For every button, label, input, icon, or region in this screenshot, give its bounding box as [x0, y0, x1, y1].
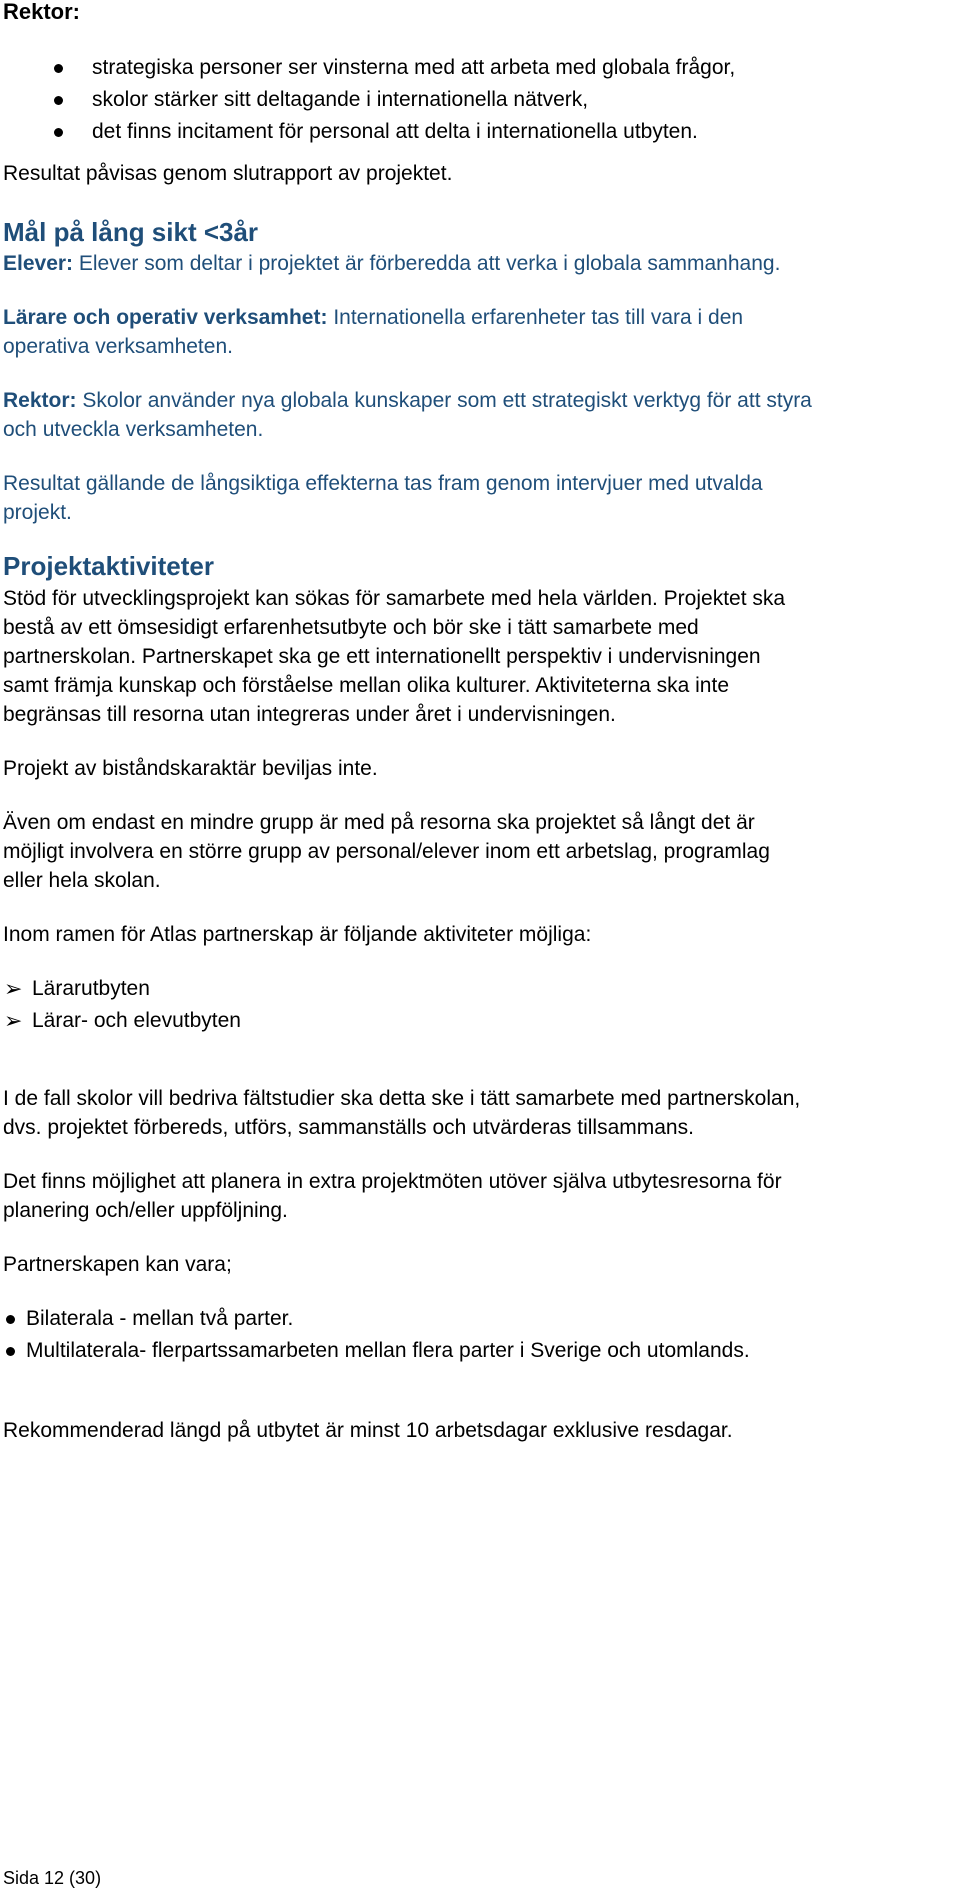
activities-paragraph-3: eller hela skolan.: [3, 869, 161, 892]
activities-paragraph-2: Projekt av biståndskaraktär beviljas inte.: [3, 757, 378, 780]
activity-options-list: [4, 973, 241, 1037]
activities-paragraph-1: bestå av ett ömsesidigt erfarenhetsutbyte och bör ske i tätt samarbete med: [3, 616, 699, 639]
arrow-bullet-icon: ➢: [4, 1008, 23, 1033]
activities-paragraph-1: Stöd för utvecklingsprojekt kan sökas för samarbete med hela världen. Projektet ska: [3, 587, 786, 610]
result-long-paragraph: Resultat gällande de långsiktiga effekterna tas fram genom intervjuer med utvalda: [3, 472, 763, 495]
elever-paragraph: Elever: Elever som deltar i projektet är förberedda att verka i globala sammanhang.: [3, 252, 781, 275]
rektor-heading: Rektor:: [3, 0, 81, 24]
activities-heading: Projektaktiviteter: [3, 551, 214, 581]
activities-paragraph-3: Även om endast en mindre grupp är med på resorna ska projektet så långt det är: [3, 811, 755, 834]
bullet-icon: [54, 128, 63, 137]
activities-paragraph-8: Rekommenderad längd på utbytet är minst 10 arbetsdagar exklusive resdagar.: [3, 1419, 733, 1442]
list-item: Multilaterala- flerpartssamarbeten mellan flera parter i Sverige och utomlands.: [4, 1335, 750, 1367]
list-item: det finns incitament för personal att delta i internationella utbyten.: [0, 116, 735, 148]
elever-label: Elever:: [3, 252, 74, 275]
page-number: Sida 12 (30): [3, 1868, 102, 1888]
rektor-long-paragraph: Rektor: Skolor använder nya globala kunskaper som ett strategiskt verktyg för att styra: [3, 389, 812, 412]
list-item: ➢ Lärarutbyten: [4, 973, 241, 1005]
list-item: strategiska personer ser vinsterna med att arbeta med globala frågor,: [0, 52, 735, 84]
rektor-long-paragraph-line: och utveckla verksamheten.: [3, 418, 264, 441]
long-term-heading: Mål på lång sikt <3år: [3, 217, 259, 247]
rektor-goal-list: [0, 52, 735, 148]
result-short-paragraph: Resultat påvisas genom slutrapport av projektet.: [3, 162, 453, 185]
activities-paragraph-5: dvs. projektet förbereds, utförs, sammanställs och utvärderas tillsammans.: [3, 1116, 694, 1139]
partnership-types-list: [4, 1303, 750, 1367]
arrow-bullet-icon: ➢: [4, 976, 23, 1001]
activities-paragraph-1: samt främja kunskap och förståelse mellan olika kulturer. Aktiviteterna ska inte: [3, 674, 729, 697]
activities-paragraph-1: partnerskolan. Partnerskapet ska ge ett internationellt perspektiv i undervisningen: [3, 645, 761, 668]
activities-paragraph-5: I de fall skolor vill bedriva fältstudier ska detta ske i tätt samarbete med partnerskolan,: [3, 1087, 801, 1110]
activities-paragraph-6: Det finns möjlighet att planera in extra projektmöten utöver själva utbytesresorna för: [3, 1170, 782, 1193]
bullet-icon: [6, 1315, 15, 1324]
rektor-long-label: Rektor:: [3, 389, 77, 412]
activities-paragraph-3: möjligt involvera en större grupp av personal/elever inom ett arbetslag, programlag: [3, 840, 770, 863]
bullet-icon: [54, 64, 63, 73]
activities-paragraph-6: planering och/eller uppföljning.: [3, 1199, 288, 1222]
result-long-paragraph-line: projekt.: [3, 501, 72, 524]
list-item: skolor stärker sitt deltagande i internationella nätverk,: [0, 84, 735, 116]
larare-label: Lärare och operativ verksamhet:: [3, 306, 328, 329]
activities-paragraph-7: Partnerskapen kan vara;: [3, 1253, 232, 1276]
larare-paragraph: Lärare och operativ verksamhet: Internationella erfarenheter tas till vara i den: [3, 306, 744, 329]
larare-paragraph-line: operativa verksamheten.: [3, 335, 233, 358]
bullet-icon: [54, 96, 63, 105]
list-item: Bilaterala - mellan två parter.: [4, 1303, 750, 1335]
list-item: ➢ Lärar- och elevutbyten: [4, 1005, 241, 1037]
activities-paragraph-1: begränsas till resorna utan integreras under året i undervisningen.: [3, 703, 616, 726]
activities-paragraph-4: Inom ramen för Atlas partnerskap är följande aktiviteter möjliga:: [3, 923, 592, 946]
bullet-icon: [6, 1347, 15, 1356]
